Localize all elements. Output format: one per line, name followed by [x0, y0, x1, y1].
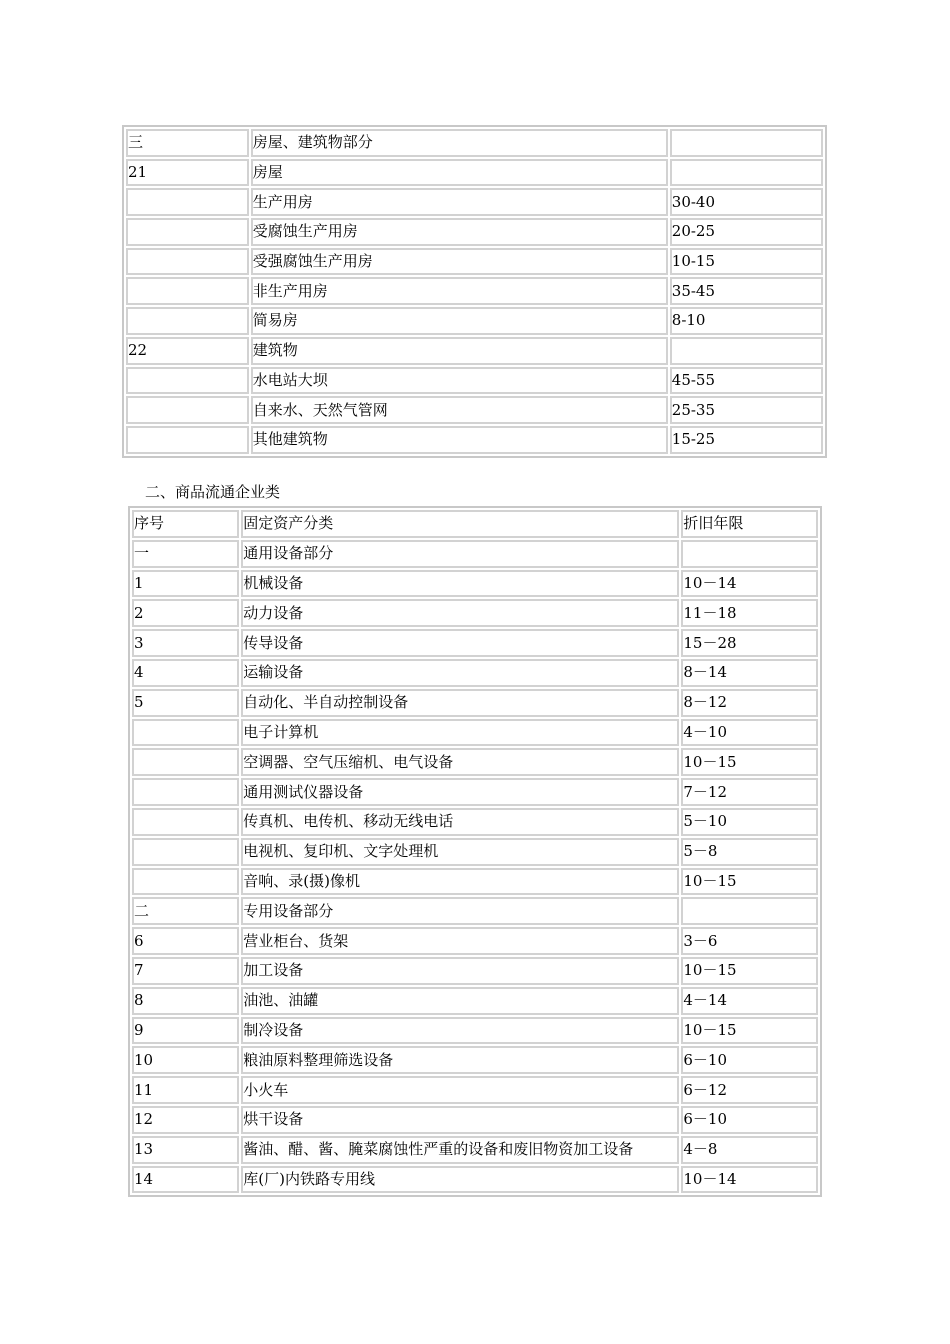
asset-category-cell: 受腐蚀生产用房	[251, 218, 668, 246]
table-row	[132, 1166, 818, 1194]
asset-category-cell: 简易房	[251, 307, 668, 335]
row-number-cell	[126, 277, 249, 305]
row-number-cell: 5	[132, 689, 239, 717]
row-number-cell	[126, 307, 249, 335]
row-number-cell: 11	[132, 1076, 239, 1104]
asset-category-cell: 非生产用房	[251, 277, 668, 305]
asset-category-cell: 通用测试仪器设备	[241, 778, 679, 806]
table-row	[132, 629, 818, 657]
asset-category-cell: 制冷设备	[241, 1017, 679, 1045]
table-row	[132, 748, 818, 776]
row-number-cell: 3	[132, 629, 239, 657]
table-row	[126, 159, 823, 187]
depreciation-years-cell	[670, 159, 823, 187]
table-row	[126, 188, 823, 216]
depreciation-years-cell: 25-35	[670, 396, 823, 424]
table-row	[126, 129, 823, 157]
table-body	[132, 540, 818, 1194]
row-number-cell: 8	[132, 987, 239, 1015]
table-row	[132, 808, 818, 836]
depreciation-years-cell	[670, 337, 823, 365]
depreciation-years-cell: 5－10	[681, 808, 818, 836]
asset-category-cell: 受强腐蚀生产用房	[251, 248, 668, 276]
row-number-cell	[126, 367, 249, 395]
row-number-cell	[132, 719, 239, 747]
table-row	[132, 659, 818, 687]
asset-category-cell: 运输设备	[241, 659, 679, 687]
table-row	[132, 1136, 818, 1164]
row-number-cell: 2	[132, 599, 239, 627]
asset-category-cell: 自来水、天然气管网	[251, 396, 668, 424]
table-row	[132, 838, 818, 866]
depreciation-years-cell: 10－15	[681, 748, 818, 776]
table-row	[132, 570, 818, 598]
table-row	[132, 1106, 818, 1134]
table-row	[132, 1076, 818, 1104]
asset-category-cell: 库(厂)内铁路专用线	[241, 1166, 679, 1194]
depreciation-years-cell: 15－28	[681, 629, 818, 657]
table-row	[132, 897, 818, 925]
asset-category-cell: 空调器、空气压缩机、电气设备	[241, 748, 679, 776]
depreciation-years-cell: 10-15	[670, 248, 823, 276]
table-row	[132, 1046, 818, 1074]
asset-category-cell: 加工设备	[241, 957, 679, 985]
table-header	[132, 510, 818, 538]
row-number-cell: 4	[132, 659, 239, 687]
row-number-cell: 一	[132, 540, 239, 568]
table-row	[126, 248, 823, 276]
row-number-cell: 14	[132, 1166, 239, 1194]
depreciation-years-cell: 10－14	[681, 1166, 818, 1194]
table-row	[132, 957, 818, 985]
asset-category-cell: 电视机、复印机、文字处理机	[241, 838, 679, 866]
row-number-cell: 三	[126, 129, 249, 157]
depreciation-years-cell: 20-25	[670, 218, 823, 246]
row-number-cell: 1	[132, 570, 239, 598]
depreciation-years-cell: 10－15	[681, 957, 818, 985]
row-number-cell	[126, 188, 249, 216]
table-row	[132, 689, 818, 717]
asset-category-cell: 电子计算机	[241, 719, 679, 747]
depreciation-years-cell: 6－10	[681, 1106, 818, 1134]
depreciation-table-buildings	[122, 125, 827, 458]
row-number-cell	[132, 808, 239, 836]
depreciation-years-cell: 4－10	[681, 719, 818, 747]
row-number-cell: 7	[132, 957, 239, 985]
depreciation-years-cell: 6－10	[681, 1046, 818, 1074]
table-row	[132, 927, 818, 955]
depreciation-years-cell: 8－14	[681, 659, 818, 687]
depreciation-years-cell: 35-45	[670, 277, 823, 305]
table-row	[126, 277, 823, 305]
row-number-cell	[132, 778, 239, 806]
asset-category-cell: 营业柜台、货架	[241, 927, 679, 955]
asset-category-cell: 其他建筑物	[251, 426, 668, 454]
asset-category-cell: 烘干设备	[241, 1106, 679, 1134]
depreciation-years-cell: 45-55	[670, 367, 823, 395]
row-number-cell: 22	[126, 337, 249, 365]
header-no: 序号	[132, 510, 239, 538]
depreciation-years-cell: 10－15	[681, 868, 818, 896]
row-number-cell: 6	[132, 927, 239, 955]
depreciation-years-cell: 7－12	[681, 778, 818, 806]
asset-category-cell: 通用设备部分	[241, 540, 679, 568]
depreciation-years-cell: 5－8	[681, 838, 818, 866]
depreciation-years-cell: 10－15	[681, 1017, 818, 1045]
table-body	[126, 129, 823, 454]
depreciation-years-cell: 3－6	[681, 927, 818, 955]
asset-category-cell: 酱油、醋、酱、腌菜腐蚀性严重的设备和废旧物资加工设备	[241, 1136, 679, 1164]
asset-category-cell: 水电站大坝	[251, 367, 668, 395]
table-row	[126, 396, 823, 424]
asset-category-cell: 粮油原料整理筛选设备	[241, 1046, 679, 1074]
row-number-cell: 9	[132, 1017, 239, 1045]
asset-category-cell: 传真机、电传机、移动无线电话	[241, 808, 679, 836]
table-row	[126, 218, 823, 246]
depreciation-years-cell: 4－14	[681, 987, 818, 1015]
depreciation-years-cell: 11－18	[681, 599, 818, 627]
section-title: 二、商品流通企业类	[145, 483, 281, 501]
row-number-cell	[132, 868, 239, 896]
table-row	[132, 778, 818, 806]
header-row	[132, 510, 818, 538]
asset-category-cell: 小火车	[241, 1076, 679, 1104]
asset-category-cell: 机械设备	[241, 570, 679, 598]
table-row	[132, 599, 818, 627]
depreciation-years-cell	[681, 897, 818, 925]
depreciation-years-cell: 8-10	[670, 307, 823, 335]
asset-category-cell: 生产用房	[251, 188, 668, 216]
table-row	[126, 426, 823, 454]
asset-category-cell: 音响、录(摄)像机	[241, 868, 679, 896]
table-row	[126, 307, 823, 335]
table-row	[132, 540, 818, 568]
depreciation-years-cell: 30-40	[670, 188, 823, 216]
row-number-cell: 13	[132, 1136, 239, 1164]
row-number-cell	[126, 218, 249, 246]
row-number-cell: 二	[132, 897, 239, 925]
asset-category-cell: 油池、油罐	[241, 987, 679, 1015]
table-row	[132, 987, 818, 1015]
asset-category-cell: 房屋、建筑物部分	[251, 129, 668, 157]
row-number-cell	[132, 838, 239, 866]
table-row	[132, 719, 818, 747]
depreciation-years-cell: 4－8	[681, 1136, 818, 1164]
depreciation-table-commerce	[128, 506, 822, 1197]
depreciation-years-cell: 10－14	[681, 570, 818, 598]
header-category: 固定资产分类	[241, 510, 679, 538]
asset-category-cell: 传导设备	[241, 629, 679, 657]
table-row	[126, 367, 823, 395]
asset-category-cell: 自动化、半自动控制设备	[241, 689, 679, 717]
table-row	[132, 868, 818, 896]
row-number-cell	[126, 248, 249, 276]
row-number-cell: 10	[132, 1046, 239, 1074]
row-number-cell: 12	[132, 1106, 239, 1134]
header-years: 折旧年限	[681, 510, 818, 538]
asset-category-cell: 专用设备部分	[241, 897, 679, 925]
asset-category-cell: 动力设备	[241, 599, 679, 627]
table-row	[132, 1017, 818, 1045]
depreciation-years-cell	[670, 129, 823, 157]
asset-category-cell: 建筑物	[251, 337, 668, 365]
depreciation-years-cell: 6－12	[681, 1076, 818, 1104]
row-number-cell: 21	[126, 159, 249, 187]
depreciation-years-cell	[681, 540, 818, 568]
asset-category-cell: 房屋	[251, 159, 668, 187]
row-number-cell	[132, 748, 239, 776]
row-number-cell	[126, 426, 249, 454]
row-number-cell	[126, 396, 249, 424]
depreciation-years-cell: 15-25	[670, 426, 823, 454]
depreciation-years-cell: 8－12	[681, 689, 818, 717]
table-row	[126, 337, 823, 365]
